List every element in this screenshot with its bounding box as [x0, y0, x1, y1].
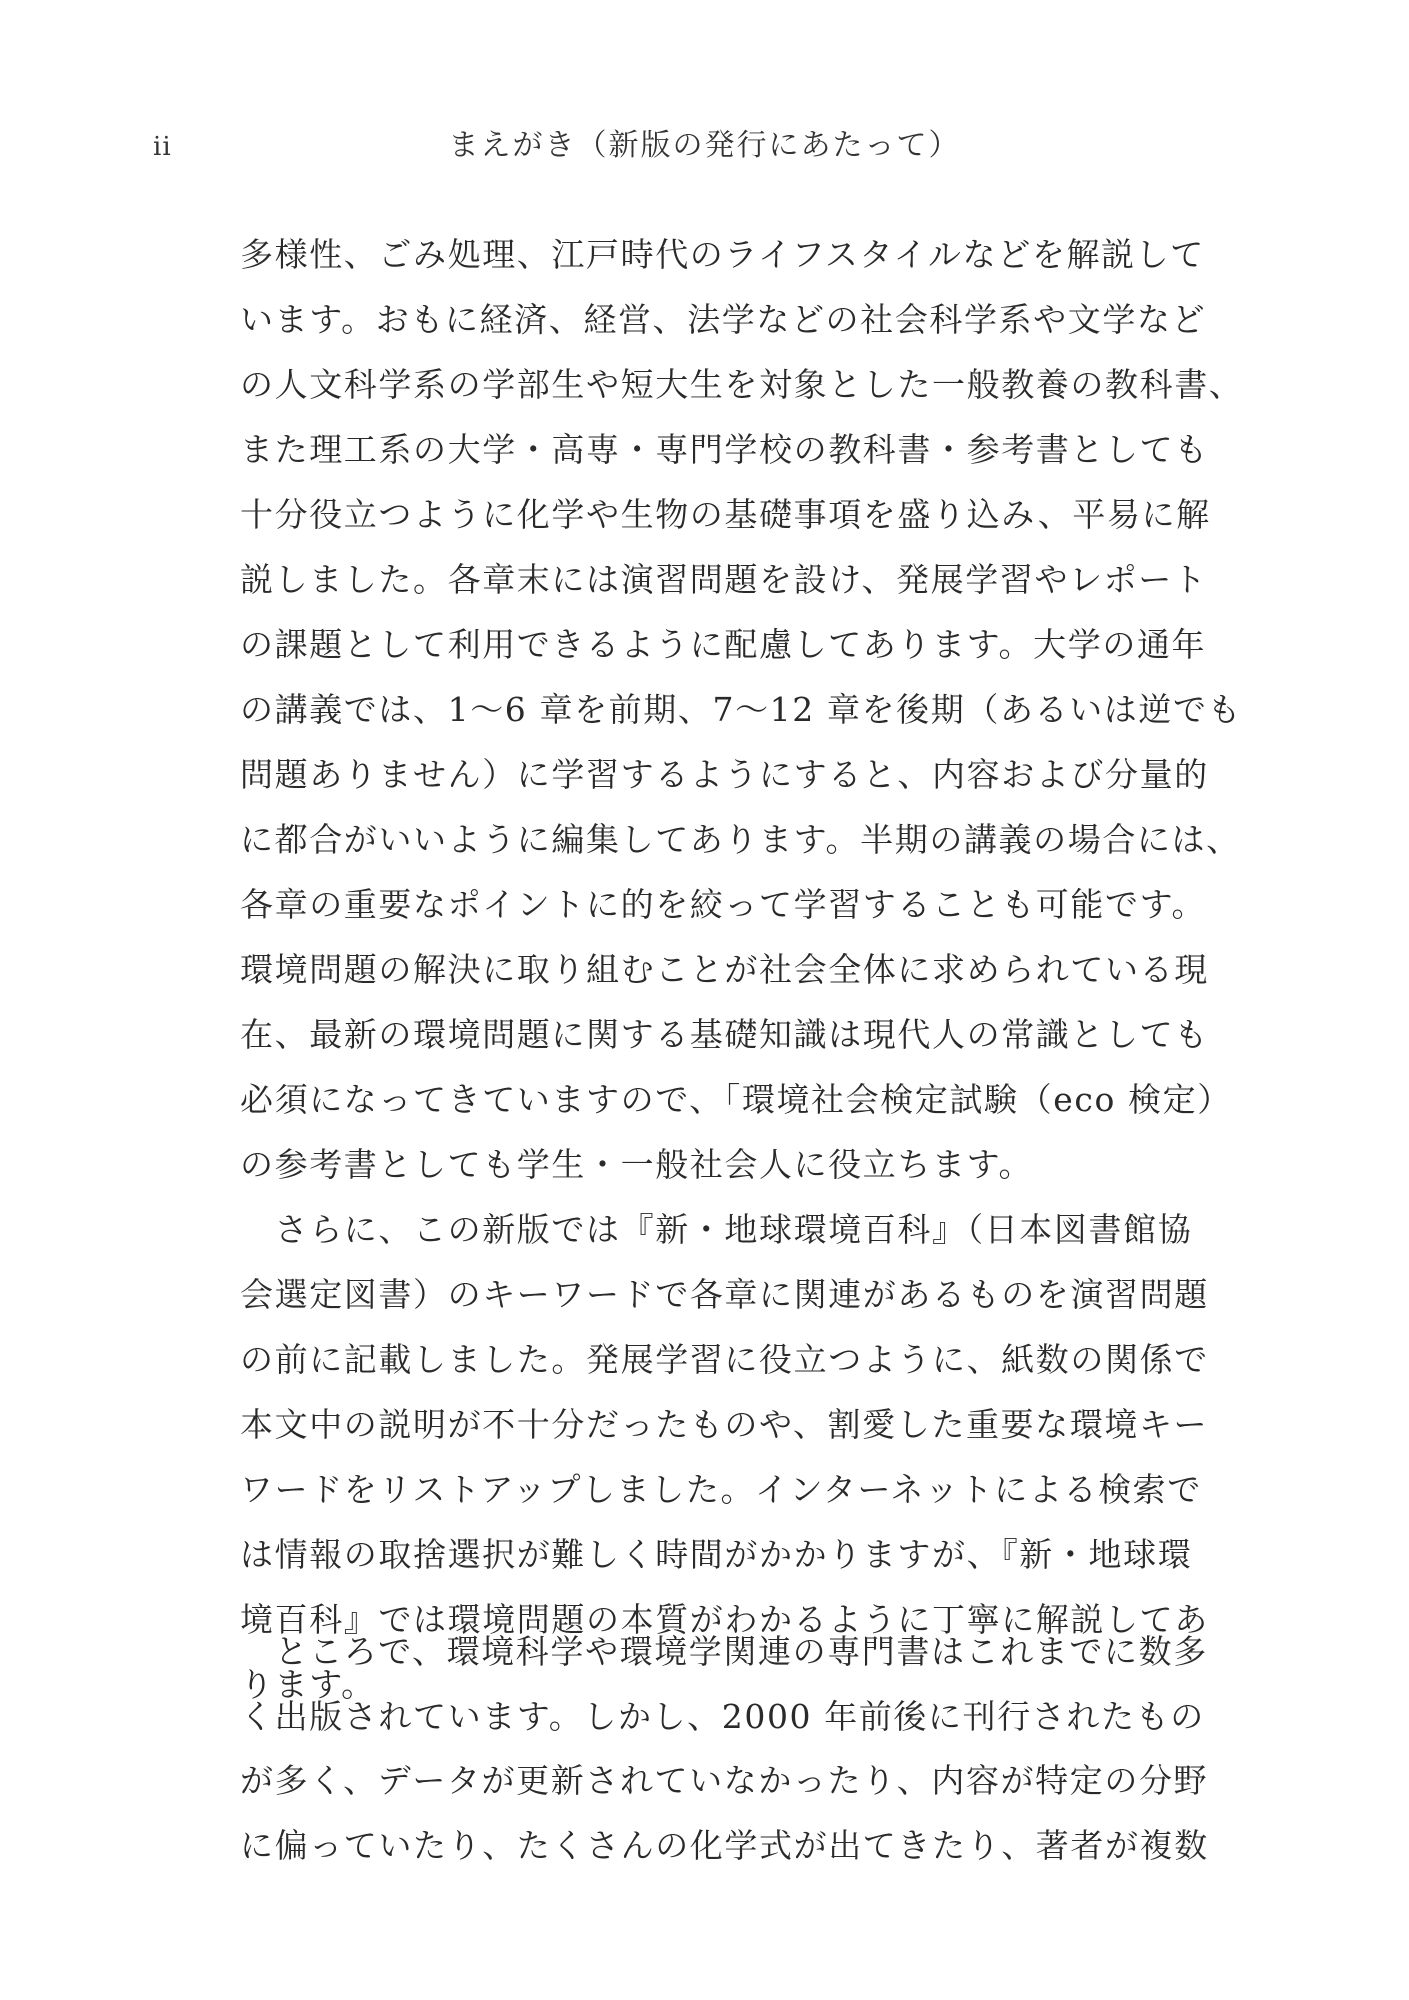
text-line: の課題として利用できるように配慮してあります。大学の通年	[240, 625, 1207, 664]
text-line: の前に記載しました。発展学習に役立つように、紙数の関係で	[240, 1340, 1209, 1379]
running-header: まえがき（新版の発行にあたって）	[448, 128, 961, 163]
text-line: 在、最新の環境問題に関する基礎知識は現代人の常識としても	[240, 1015, 1209, 1054]
text-line: は情報の取捨選択が難しく時間がかかりますが、『新・地球環	[240, 1535, 1193, 1574]
text-line: 問題ありません）に学習するようにすると、内容および分量的	[240, 755, 1209, 794]
text-line: 説しました。各章末には演習問題を設け、発展学習やレポート	[240, 560, 1208, 599]
text-line: 各章の重要なポイントに的を絞って学習することも可能です。	[240, 885, 1207, 924]
text-line: ります。	[240, 1665, 376, 1704]
text-line: 本文中の説明が不十分だったものや、割愛した重要な環境キー	[240, 1405, 1209, 1444]
text-line: 十分役立つように化学や生物の基礎事項を盛り込み、平易に解	[240, 495, 1211, 534]
text-line: ワードをリストアップしました。インターネットによる検索で	[240, 1470, 1202, 1509]
text-line: 多様性、ごみ処理、江戸時代のライフスタイルなどを解説して	[240, 235, 1205, 274]
text-line: 必須になってきていますので、「環境社会検定試験（eco 検定）	[240, 1080, 1232, 1119]
text-line: さらに、この新版では『新・地球環境百科』（日本図書館協	[240, 1210, 1193, 1249]
text-line: また理工系の大学・高専・専門学校の教科書・参考書としても	[240, 430, 1209, 469]
text-line: の参考書としても学生・一般社会人に役立ちます。	[240, 1145, 1034, 1184]
text-line: に都合がいいように編集してあります。半期の講義の場合には、	[240, 820, 1241, 859]
text-line: います。おもに経済、経営、法学などの社会科学系や文学など	[240, 300, 1207, 339]
body-text-block-1	[240, 222, 1244, 1717]
text-line: に偏っていたり、たくさんの化学式が出てきたり、著者が複数	[240, 1825, 1209, 1865]
text-line: 会選定図書）のキーワードで各章に関連があるものを演習問題	[240, 1275, 1209, 1314]
text-line: ところで、環境科学や環境学関連の専門書はこれまでに数多	[240, 1632, 1208, 1671]
text-line: が多く、データが更新されていなかったり、内容が特定の分野	[240, 1761, 1209, 1800]
page-number: ii	[153, 132, 172, 162]
text-line: の人文科学系の学部生や短大生を対象とした一般教養の教科書、	[240, 365, 1244, 404]
body-text-block-2	[240, 1620, 1209, 1878]
text-line: 境百科』では環境問題の本質がわかるように丁寧に解説してあ	[240, 1600, 1209, 1639]
text-line: く出版されています。しかし、2000 年前後に刊行されたもの	[240, 1696, 1205, 1736]
text-line: の講義では、1～6 章を前期、7～12 章を後期（あるいは逆でも	[240, 690, 1243, 729]
text-line: 環境問題の解決に取り組むことが社会全体に求められている現	[240, 950, 1209, 989]
